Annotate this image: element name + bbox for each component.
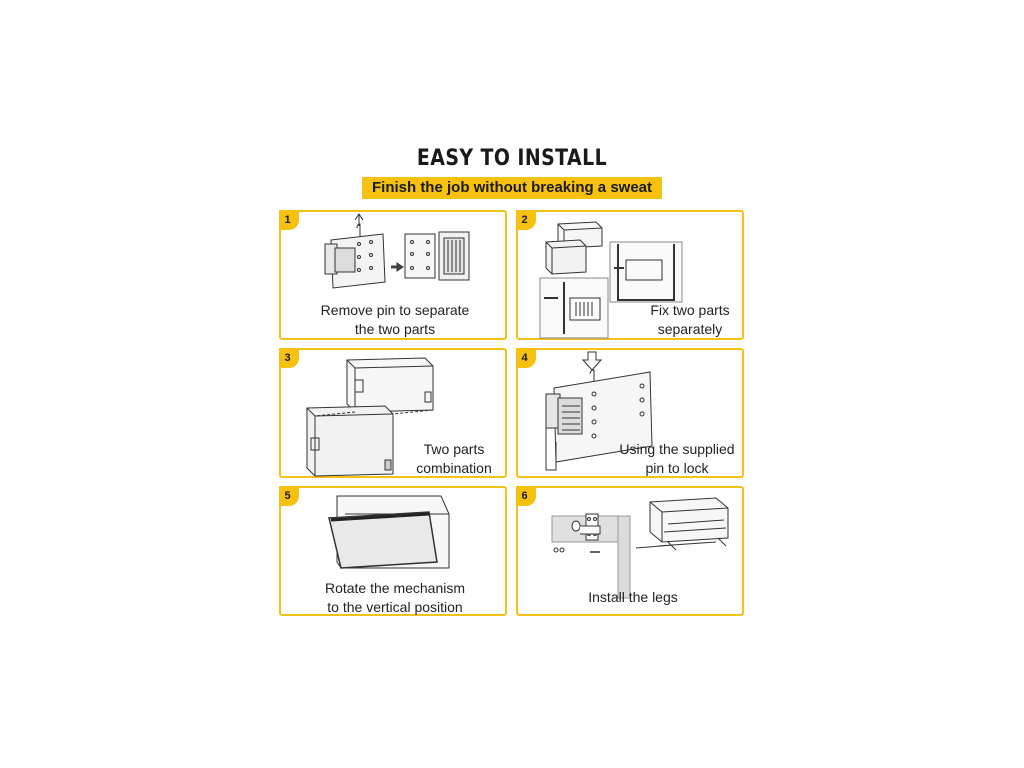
step-caption: Fix two parts separately [650, 302, 730, 337]
step-caption: Two parts combination [416, 441, 492, 476]
step-card-6 [516, 486, 744, 616]
step-number-badge: 2 [516, 210, 536, 230]
page-title: EASY TO INSTALL [416, 146, 608, 171]
step-number-badge: 3 [279, 348, 299, 368]
step-card-5 [279, 486, 507, 616]
step-number-badge: 4 [516, 348, 536, 368]
step-number-badge: 5 [279, 486, 299, 506]
step-caption: Using the supplied pin to lock [619, 441, 735, 476]
step-caption: Install the legs [588, 589, 678, 605]
step-number-badge: 1 [279, 210, 299, 230]
step-number-badge: 6 [516, 486, 536, 506]
subtitle-banner: Finish the job without breaking a sweat [362, 177, 662, 199]
step-card-2 [516, 210, 744, 340]
step-caption: Rotate the mechanism to the vertical position [324, 580, 466, 615]
step-card-1 [279, 210, 507, 340]
step-card-3 [279, 348, 507, 478]
step-card-4 [516, 348, 744, 478]
step-caption: Remove pin to separate the two parts [320, 302, 470, 337]
